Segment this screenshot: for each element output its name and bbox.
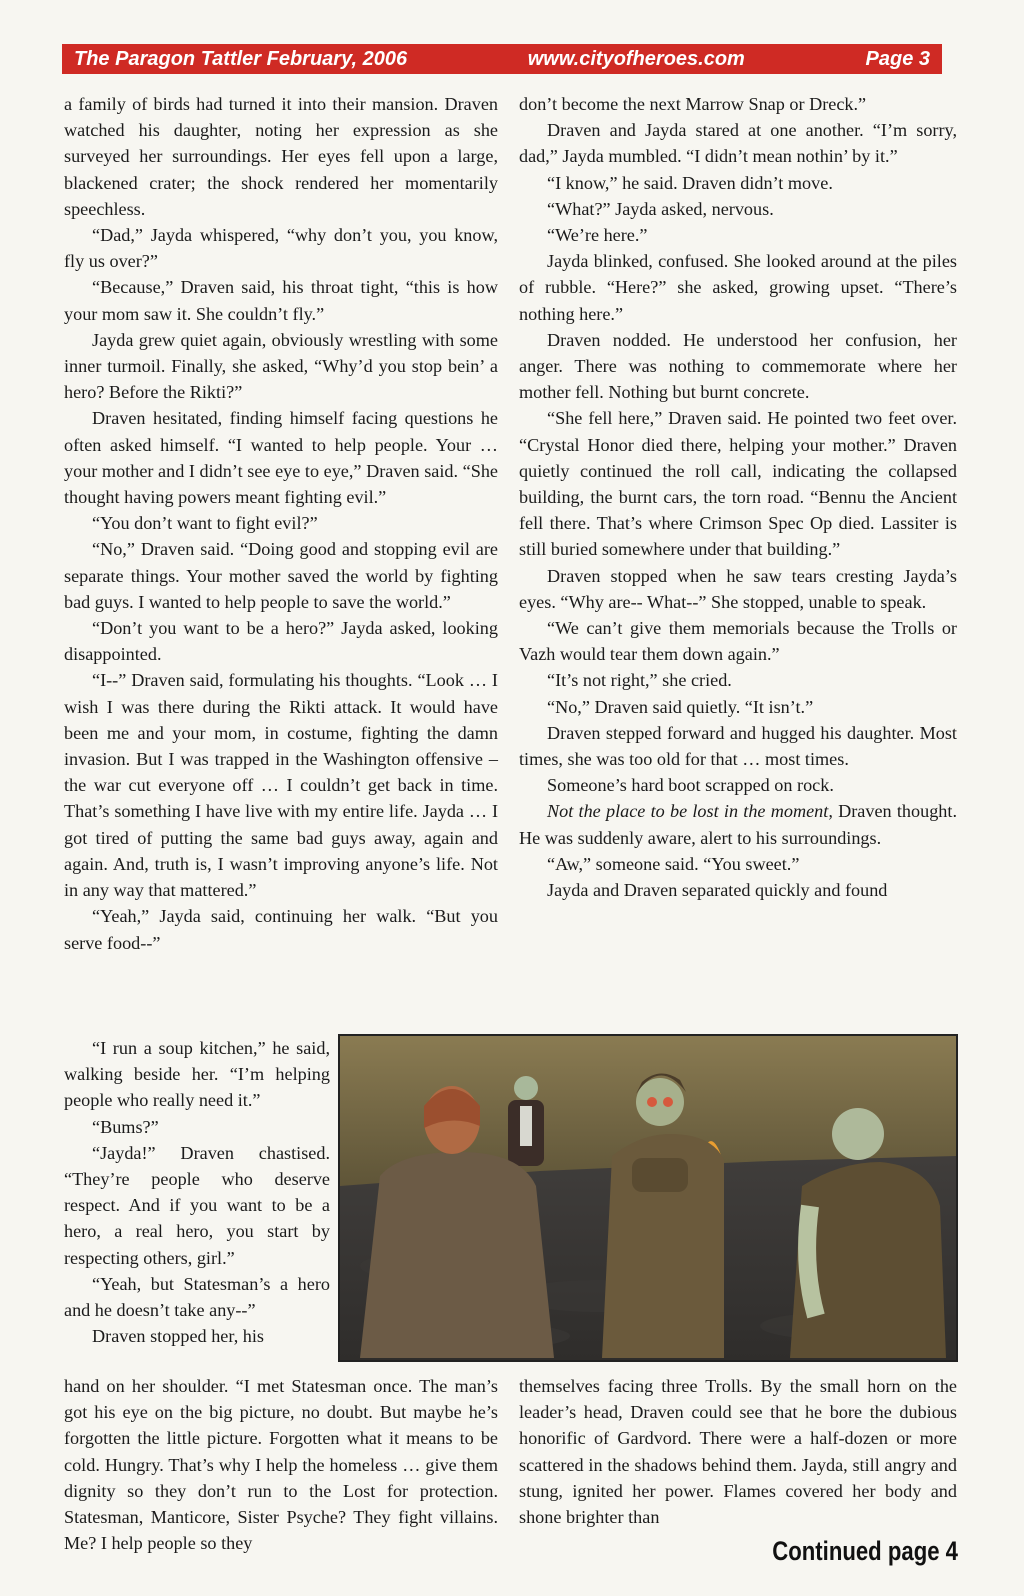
paragraph: “It’s not right,” she cried. [547,670,732,691]
paragraph: Draven stepped forward and hugged his daughter. Most times, she was too old for that … most times. [519,722,957,770]
paragraph: a family of birds had turned it into their mansion. Draven watched his daughter, noting her expression as she surveyed her surroundings. Her eyes fell upon a large, blackened crater; the shock rendered her momentarily speechless. [64,94,498,219]
paragraph: “Yeah,” Jayda said, continuing her walk. “But you serve food--” [64,906,498,953]
paragraph: “Aw,” someone said. “You sweet.” [547,853,800,874]
paragraph: “We’re here.” [547,225,648,246]
column-left-narrow [64,1035,330,1349]
paragraph: “Yeah, but Statesman’s a hero and he doesn’t take any--” [64,1273,330,1321]
paragraph: Draven stopped her, his [92,1326,265,1347]
paragraph: “Don’t you want to be a hero?” Jayda asked, looking disappointed. [64,618,498,665]
continued-label: Continued page 4 [772,1536,958,1566]
header-url: www.cityofheroes.com [527,47,745,70]
column-left-bottom [64,1373,498,1556]
paragraph: Jayda grew quiet again, obviously wrestling with some inner turmoil. Finally, she asked, “Why’d you stop bein’ a hero? Before the Rikti?” [64,329,498,403]
paragraph: “No,” Draven said. “Doing good and stopping evil are separate things. Your mother saved the world by fighting bad guys. I wanted to help people to save the world.” [64,539,498,612]
italic-thought: Not the place to be lost in the moment, [547,801,833,822]
paragraph: Jayda blinked, confused. She looked around at the piles of rubble. “Here?” she asked, growing upset. “There’s nothing here.” [519,251,957,324]
header-title: The Paragon Tattler February, 2006 [74,47,408,70]
paragraph: “You don’t want to fight evil?” [92,513,318,534]
header-page-number: Page 3 [865,47,930,70]
paragraph: “No,” Draven said quietly. “It isn’t.” [547,696,814,717]
paragraph-text: Draven thought. He was suddenly aware, alert to his surroundings. [519,801,957,848]
column-right-top [519,91,957,903]
paragraph: Draven nodded. He understood her confusion, her anger. There was nothing to commemorate where her mother fell. Nothing but burnt concrete. [519,329,957,403]
column-right-bottom [519,1373,957,1530]
paragraph: hand on her shoulder. “I met Statesman once. The man’s got his eye on the big picture, no doubt. But maybe he’s forgotten the little picture. Forgotten what it means to be cold. Hungry. That’s why I help the homeless … give them dignity so they don’t run to the Lost for protection. Statesman, Manticore, Sister Psyche? They fight villains. Me? I help people so they [64,1376,498,1554]
page-header [62,44,942,74]
game-screenshot [338,1034,958,1362]
paragraph: “What?” Jayda asked, nervous. [547,198,774,219]
paragraph: “We can’t give them memorials because the Trolls or Vazh would tear them down again.” [519,618,957,665]
game-scene-illustration [340,1036,956,1360]
paragraph: “I--” Draven said, formulating his thoughts. “Look … I wish I was there during the Rikti attack. It would have been me and your mom, in costume, fighting the damn invasion. But I was trapped in the Washington offensive – the war cut everyone off … I couldn’t get back in time. That’s something I have live with my entire life. Jayda … I got tired of putting the same bad guys away, again and again. And, truth is, I wasn’t improving anyone’s life. Not in any way that mattered.” [64,670,498,901]
paragraph: “Dad,” Jayda whispered, “why don’t you, you know, fly us over?” [64,225,498,272]
column-left-top [64,91,498,956]
paragraph: “She fell here,” Draven said. He pointed two feet over. “Crystal Honor died there, helping your mother.” Draven quietly continued the roll call, indicating the collapsed building, the burnt cars, the torn road. “Bennu the Ancient fell there. That’s where Crimson Spec Op died. Lassiter is still buried somewhere under that building.” [519,408,957,560]
paragraph: “Because,” Draven said, his throat tight, “this is how your mom saw it. She couldn’t fly.” [64,277,498,324]
paragraph: “I know,” he said. Draven didn’t move. [547,172,833,193]
paragraph: “Jayda!” Draven chastised. “They’re people who deserve respect. And if you want to be a hero, a real hero, you start by respecting others, girl.” [64,1142,330,1268]
paragraph: Draven hesitated, finding himself facing questions he often asked himself. “I wanted to help people. Your … your mother and I didn’t see eye to eye,” Draven said. “She thought having powers meant fighting evil.” [64,408,498,508]
paragraph: “I run a soup kitchen,” he said, walking beside her. “I’m helping people who really need it.” [64,1038,330,1111]
paragraph [519,798,957,850]
paragraph: Someone’s hard boot scrapped on rock. [547,775,834,796]
paragraph: Draven stopped when he saw tears cresting Jayda’s eyes. “Why are-- What--” She stopped, unable to speak. [519,565,957,612]
paragraph: don’t become the next Marrow Snap or Dreck.” [519,94,867,114]
paragraph: Draven and Jayda stared at one another. “I’m sorry, dad,” Jayda mumbled. “I didn’t mean nothin’ by it.” [519,120,957,167]
paragraph: themselves facing three Trolls. By the small horn on the leader’s head, Draven could see that he bore the dubious honorific of Gardvord. There were a half-dozen or more scattered in the shadows behind them. Jayda, still angry and stung, ignited her power. Flames covered her body and shone brighter than [519,1376,957,1528]
paragraph: Jayda and Draven separated quickly and found [547,880,888,901]
paragraph: “Bums?” [92,1116,159,1137]
